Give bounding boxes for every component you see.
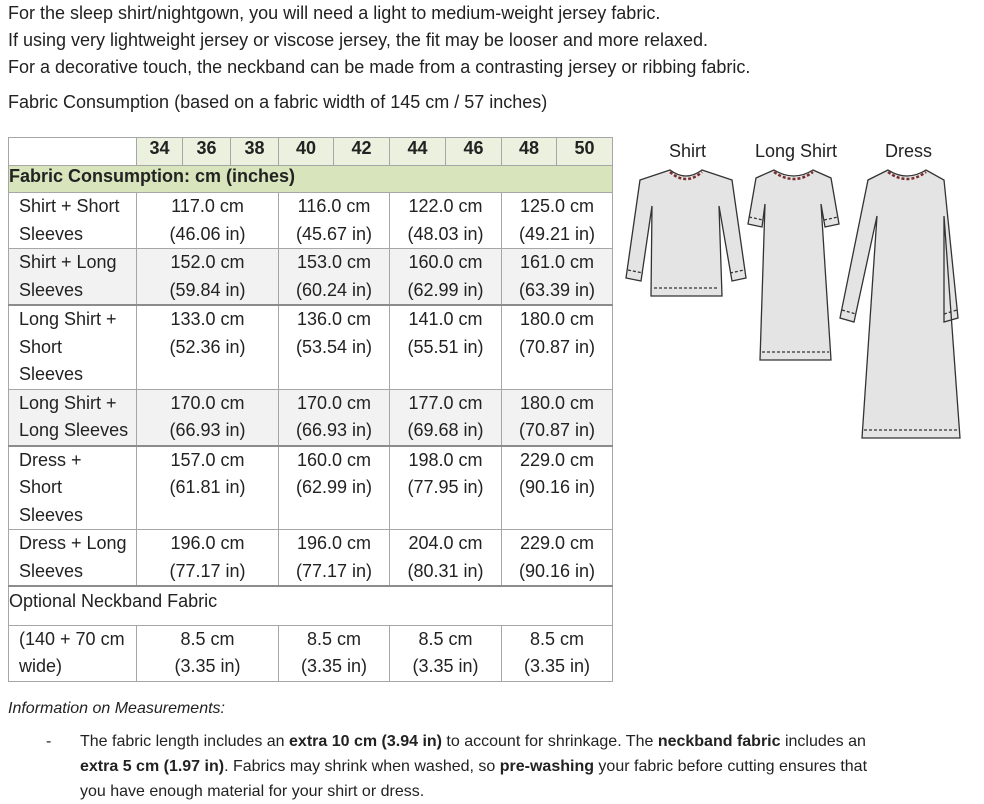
consumption-cell: 152.0 cm (59.84 in) [137,249,279,306]
consumption-cell: 161.0 cm (63.39 in) [502,249,613,306]
neckband-cell: 8.5 cm (3.35 in) [390,625,502,681]
consumption-cell: 160.0 cm (62.99 in) [279,446,390,530]
neckband-cell: 8.5 cm (3.35 in) [502,625,613,681]
table-row [9,389,613,446]
neckband-row [9,625,613,681]
consumption-cell: 198.0 cm (77.95 in) [390,446,502,530]
consumption-cell: 141.0 cm (55.51 in) [390,305,502,389]
row-label: Shirt + Long Sleeves [9,249,137,306]
garment-label-dress: Dress [885,141,933,161]
consumption-cell: 229.0 cm (90.16 in) [502,446,613,530]
neckband-cell: 8.5 cm (3.35 in) [137,625,279,681]
size-34: 34 [137,138,183,166]
intro-line-2: If using very lightweight jersey or viscose jersey, the fit may be looser and more relaxed. [8,30,708,50]
list-dash: - [46,733,52,750]
dress-illustration [840,170,960,438]
neckband-cell: 8.5 cm (3.35 in) [279,625,390,681]
fabric-consumption-table [8,137,613,682]
size-48: 48 [502,138,557,166]
garment-label-long-shirt: Long Shirt [755,141,838,161]
size-38: 38 [231,138,279,166]
consumption-cell: 170.0 cm (66.93 in) [137,389,279,446]
consumption-cell: 133.0 cm (52.36 in) [137,305,279,389]
consumption-cell: 177.0 cm (69.68 in) [390,389,502,446]
consumption-cell: 180.0 cm (70.87 in) [502,305,613,389]
consumption-cell: 153.0 cm (60.24 in) [279,249,390,306]
fabric-consumption-title: Fabric Consumption (based on a fabric width of 145 cm / 57 inches) [8,92,548,112]
row-label: Long Shirt + Short Sleeves [9,305,137,389]
consumption-cell: 136.0 cm (53.54 in) [279,305,390,389]
size-44: 44 [390,138,446,166]
size-36: 36 [183,138,231,166]
table-row [9,193,613,249]
section-header-row [9,166,613,193]
consumption-cell: 204.0 cm (80.31 in) [390,530,502,587]
consumption-cell: 229.0 cm (90.16 in) [502,530,613,587]
table-row [9,530,613,587]
consumption-cell: 196.0 cm (77.17 in) [279,530,390,587]
size-40: 40 [279,138,334,166]
consumption-cell: 196.0 cm (77.17 in) [137,530,279,587]
table-row [9,249,613,306]
measurements-info-title: Information on Measurements: [8,700,225,717]
consumption-cell: 122.0 cm (48.03 in) [390,193,502,249]
optional-neckband-header: Optional Neckband Fabric [9,586,613,625]
row-label: Long Shirt + Long Sleeves [9,389,137,446]
table-row [9,305,613,389]
row-label: Dress + Short Sleeves [9,446,137,530]
shirt-illustration [626,170,746,296]
consumption-cell: 180.0 cm (70.87 in) [502,389,613,446]
intro-text [8,0,750,81]
row-label: Dress + Long Sleeves [9,530,137,587]
consumption-cell: 160.0 cm (62.99 in) [390,249,502,306]
consumption-cell: 125.0 cm (49.21 in) [502,193,613,249]
neckband-label: (140 + 70 cm wide) [9,625,137,681]
row-label: Shirt + Short Sleeves [9,193,137,249]
size-header-blank [9,138,137,166]
section-header: Fabric Consumption: cm (inches) [9,166,613,193]
garment-illustrations [622,138,967,440]
long-shirt-illustration [748,170,839,360]
intro-line-3: For a decorative touch, the neckband can be made from a contrasting jersey or ribbing fabric. [8,57,751,77]
optional-header-row [9,586,613,625]
consumption-cell: 157.0 cm (61.81 in) [137,446,279,530]
consumption-cell: 170.0 cm (66.93 in) [279,389,390,446]
consumption-cell: 116.0 cm (45.67 in) [279,193,390,249]
garment-label-shirt: Shirt [669,141,707,161]
intro-line-1: For the sleep shirt/nightgown, you will need a light to medium-weight jersey fabric. [8,3,661,23]
measurements-info-text: The fabric length includes an extra 10 cm (3.94 in) to account for shrinkage. The neckband fabric includes an extra 5 cm (1.97 in). Fabrics may shrink when washed, so pre-washing your fabric before cutting ensures that you have enough material for your shirt or dress. [80,733,868,800]
consumption-cell: 117.0 cm (46.06 in) [137,193,279,249]
table-row [9,446,613,530]
size-50: 50 [557,138,613,166]
size-header-row [9,138,613,166]
size-42: 42 [334,138,390,166]
size-46: 46 [446,138,502,166]
